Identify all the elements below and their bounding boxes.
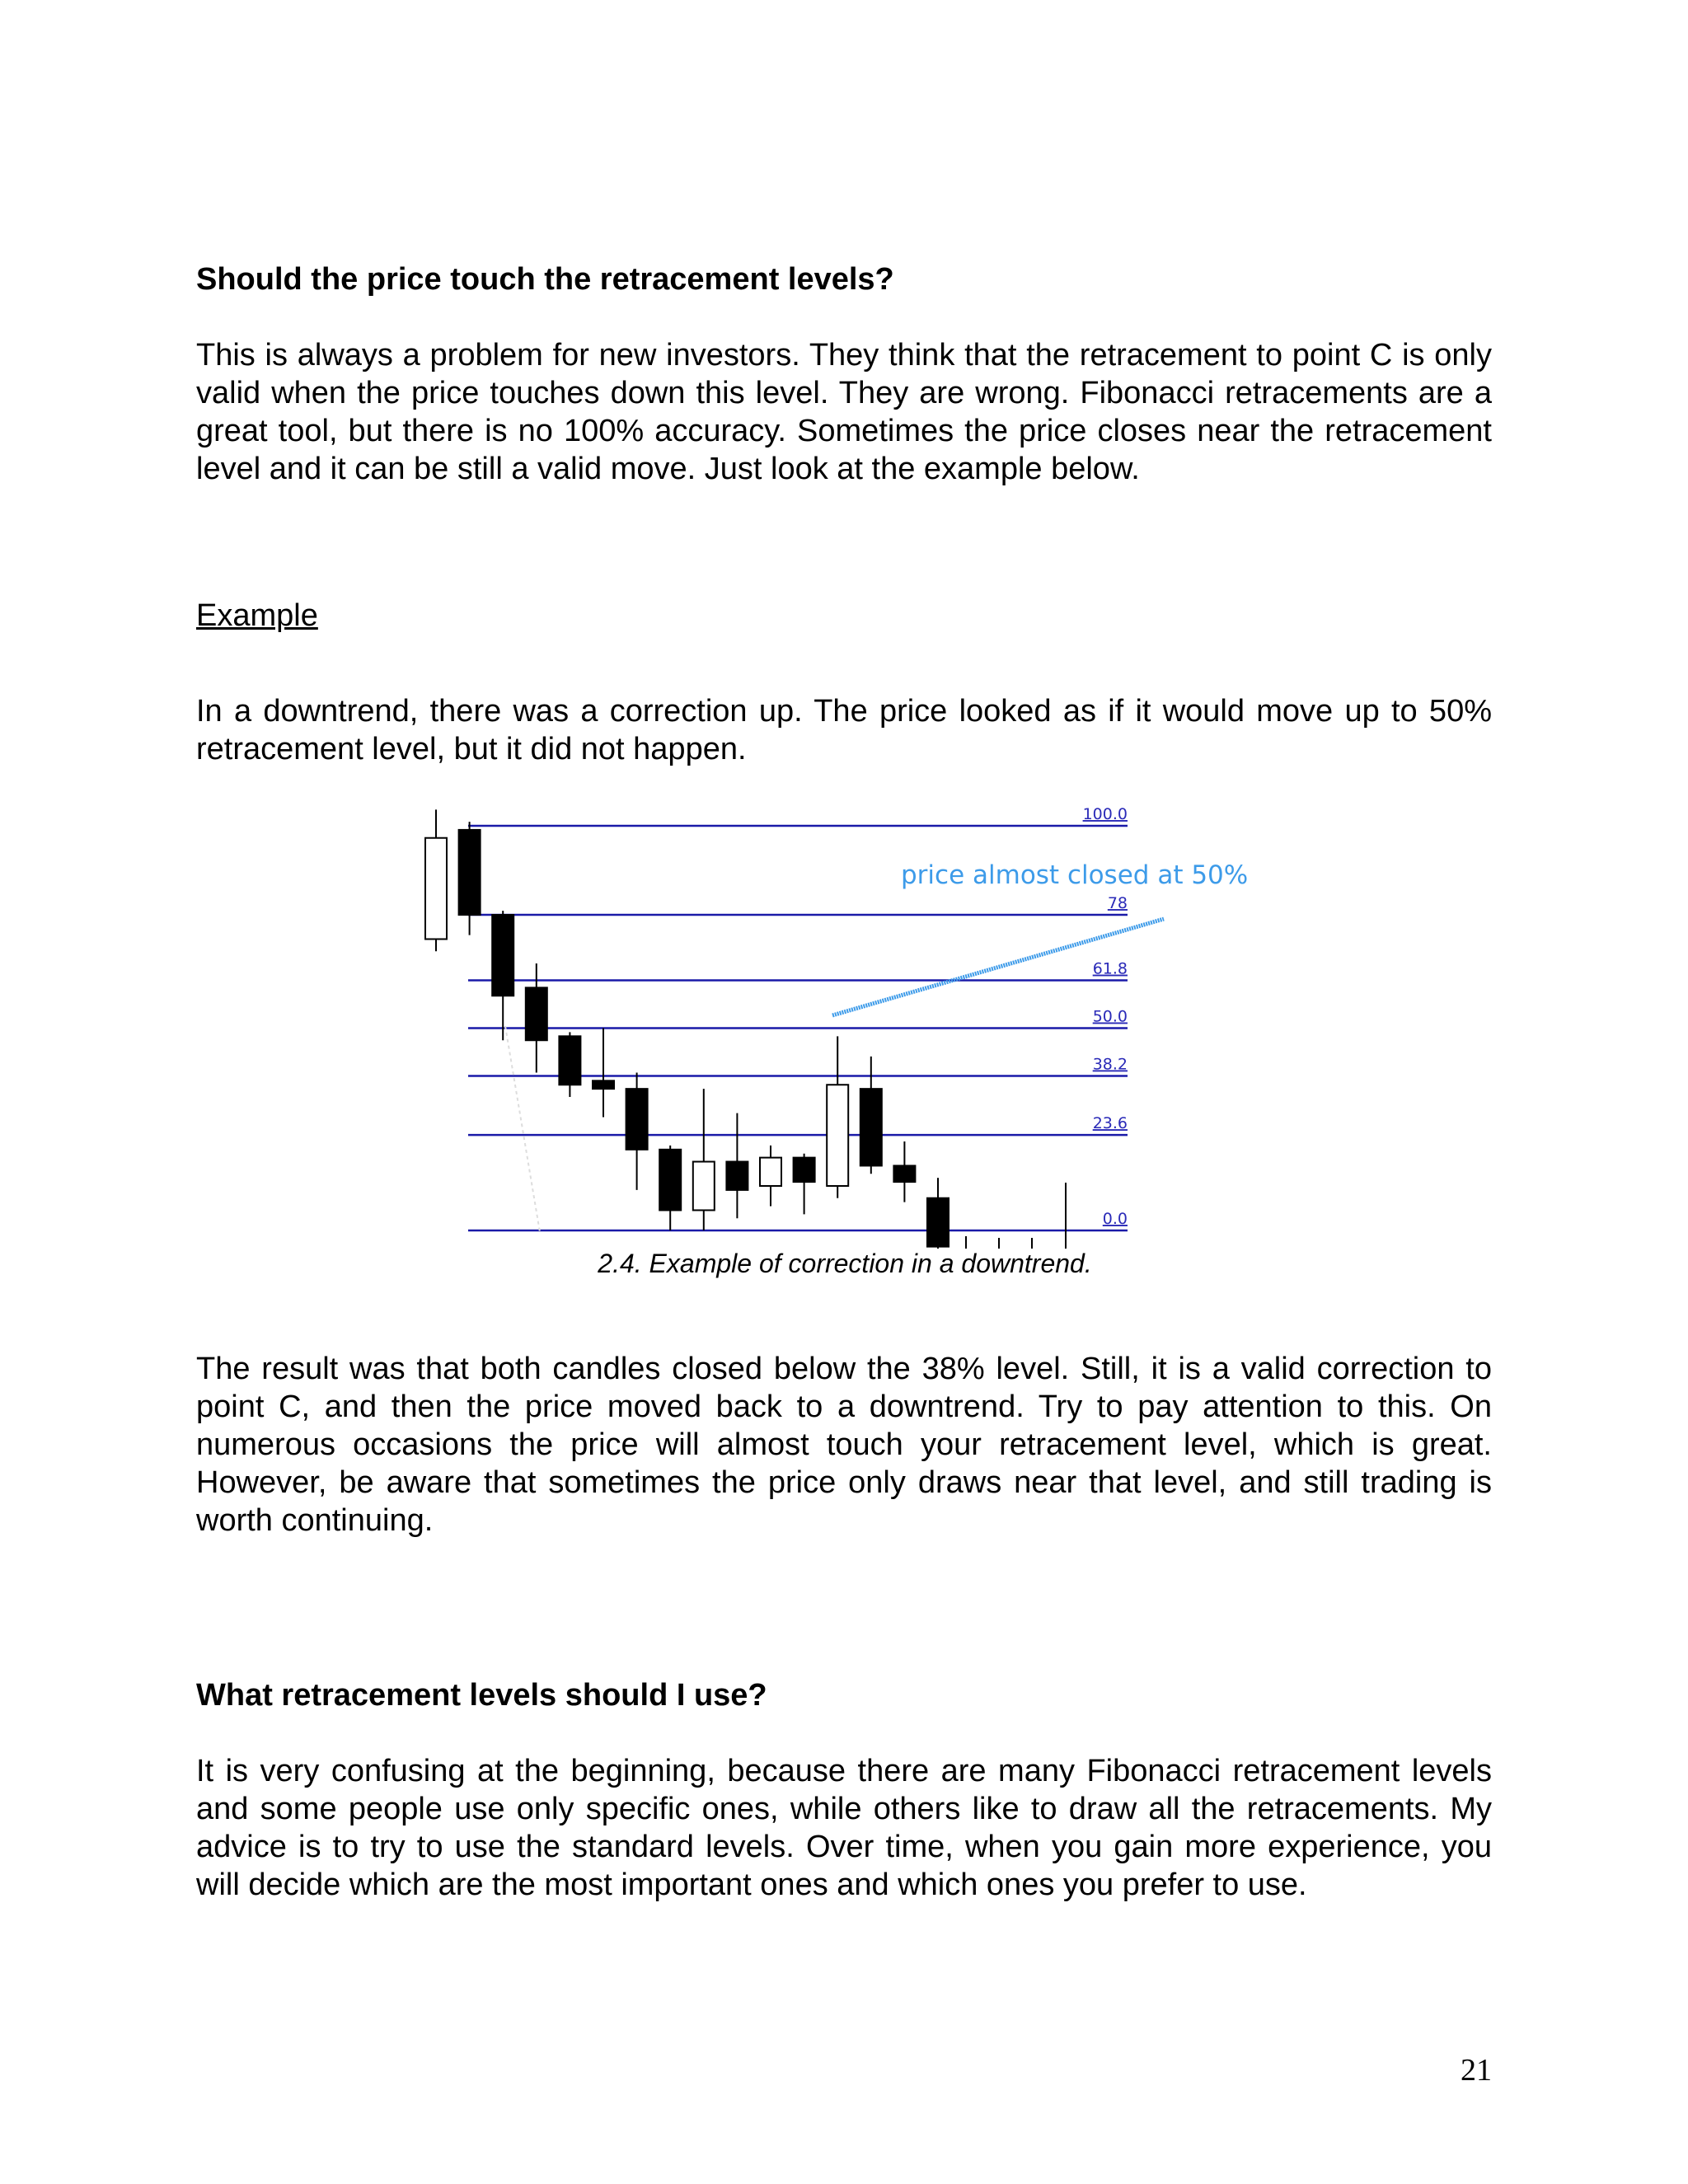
candle — [794, 1154, 815, 1215]
candle — [459, 822, 481, 935]
candle — [827, 1036, 848, 1197]
candle — [593, 1029, 614, 1118]
candle — [860, 1057, 882, 1174]
candle — [693, 1089, 715, 1230]
fib-level-label: 100.0 — [1082, 805, 1128, 823]
fib-level-label: 23.6 — [1092, 1114, 1128, 1133]
candle — [492, 911, 513, 1040]
page-number: 21 — [1461, 2053, 1492, 2088]
fib-level-label: 50.0 — [1092, 1007, 1128, 1026]
example-paragraph: In a downtrend, there was a correction up. The price looked as if it would move up to 50% retracement level, but it did not happen. — [196, 694, 1492, 766]
bearish-candle-body — [794, 1158, 815, 1182]
bearish-candle-body — [526, 987, 547, 1040]
bearish-candle-body — [927, 1198, 949, 1247]
bearish-candle-body — [659, 1150, 681, 1211]
candle — [425, 809, 447, 951]
candle — [927, 1178, 949, 1249]
candle — [659, 1146, 681, 1230]
fib-level-label: 78 — [1107, 894, 1128, 913]
bullish-candle-body — [693, 1162, 715, 1211]
fib-level-label: 61.8 — [1092, 959, 1128, 978]
bullish-candle-body — [760, 1158, 781, 1186]
bullish-candle-body — [425, 838, 447, 940]
fib-level-label: 0.0 — [1102, 1210, 1128, 1228]
bearish-candle-body — [626, 1089, 648, 1150]
candle — [559, 1032, 580, 1097]
chart-annotation: price almost closed at 50% — [901, 860, 1249, 890]
bearish-candle-body — [893, 1165, 915, 1182]
result-paragraph: The result was that both candles closed below the 38% level. Still, it is a valid correction to point C, and then the price moved back to a downtrend. Try to pay attention to this. On numerous occasions the price will almost touch your retracement level, which is great. However, be aware that sometimes the price only draws near that level, and still trading is worth continuing. — [196, 1352, 1492, 1538]
bearish-candle-body — [492, 915, 513, 996]
candle — [893, 1141, 915, 1202]
intro-paragraph: This is always a problem for new investors. They think that the retracement to point C is only valid when the price touches down this level. They are wrong. Fibonacci retracements are a great tool, but there is no 100% accuracy. Sometimes the price closes near the retracement level and it can be still a valid move. Just look at the example below. — [196, 338, 1492, 486]
bearish-candle-body — [593, 1080, 614, 1089]
figure-caption: 2.4. Example of correction in a downtrend. — [598, 1249, 1092, 1278]
section-heading: What retracement levels should I use? — [196, 1678, 767, 1713]
section-heading: Should the price touch the retracement levels? — [196, 262, 894, 297]
levels-paragraph: It is very confusing at the beginning, because there are many Fibonacci retracement levels and some people use only specific ones, while others like to draw all the retracements. My advice is to try to use the standard levels. Over time, when you gain more experience, you will decide which are the most important ones and which ones you prefer to use. — [196, 1754, 1492, 1902]
trend-guide-line — [505, 1026, 540, 1232]
bearish-candle-body — [860, 1089, 882, 1165]
fibonacci-candlestick-chart — [412, 804, 1269, 1249]
example-label: Example — [196, 598, 318, 633]
bullish-candle-body — [827, 1085, 848, 1186]
candle — [626, 1073, 648, 1190]
fib-level-label: 38.2 — [1092, 1055, 1128, 1074]
bearish-candle-body — [559, 1036, 580, 1085]
bearish-candle-body — [726, 1162, 748, 1190]
candle — [760, 1146, 781, 1207]
bearish-candle-body — [459, 830, 481, 915]
candle — [726, 1113, 748, 1219]
